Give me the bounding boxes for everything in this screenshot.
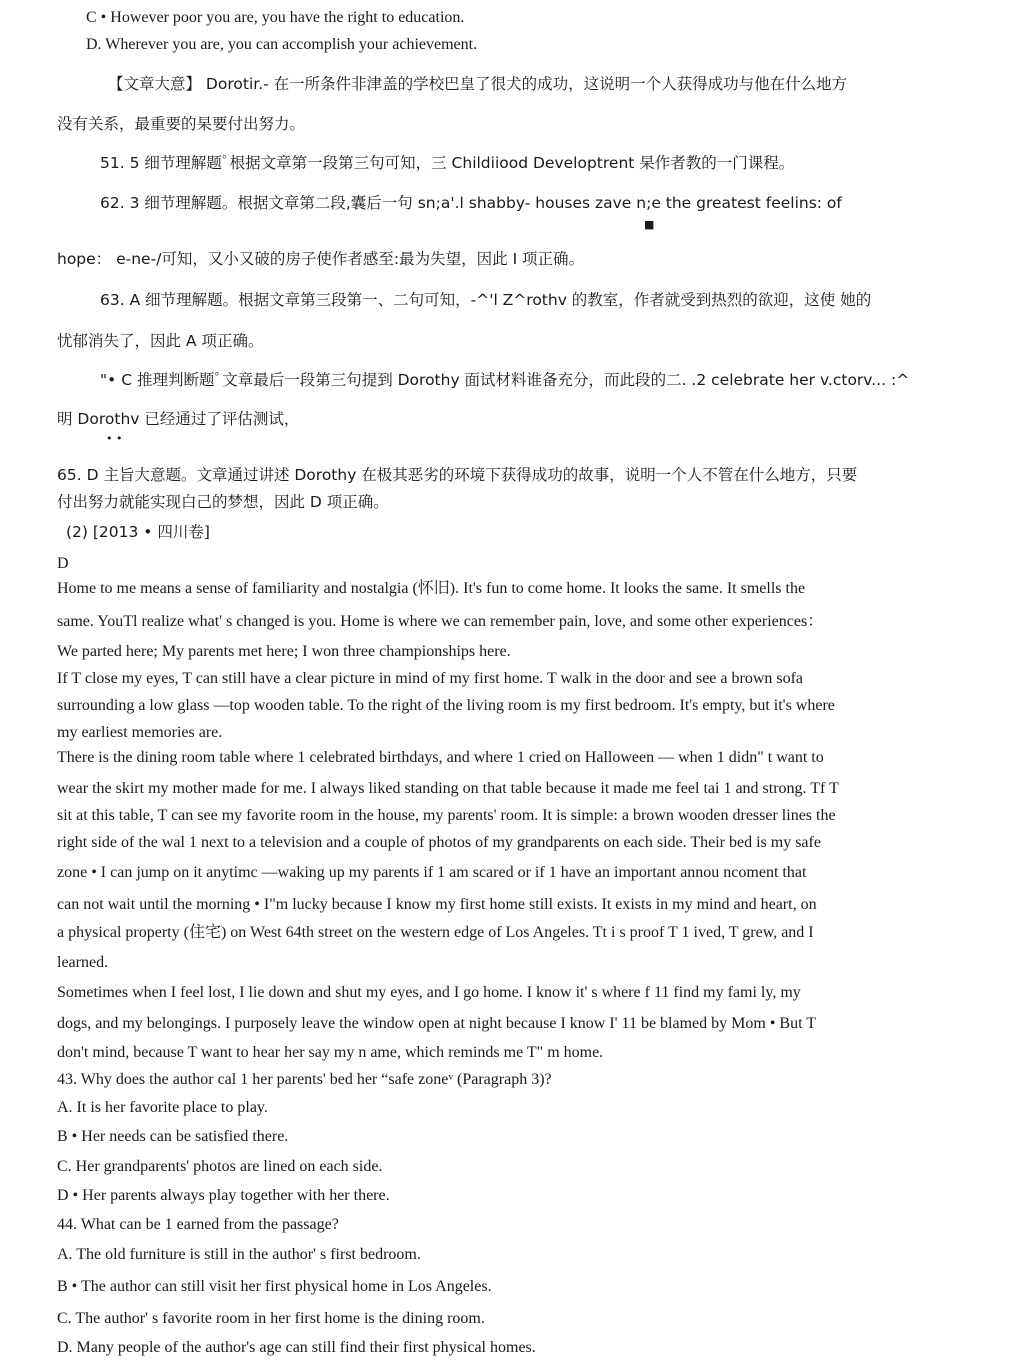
- answer-64-line-2: 明 Dorothv 已经通过了评估测试，: [57, 410, 300, 428]
- answer-51: 51. 5 细节理解题ﾟ根据文章第一段第三句可知，三 Childiiood Developtrent 杲作者教的一门课程。: [100, 154, 795, 172]
- answer-63-line-1: 63. A 细节理解题。根据文章第三段第一、二句可知，-^'l Z^rothv 的教室，作者就受到热烈的欲迎，这使 她的: [100, 291, 872, 309]
- section-header: (2) [2013 • 四川卷]: [66, 523, 210, 541]
- passage-line: same. YouTl realize what' s changed is you. Home is where we can remember pain, love, and some other experiences：: [57, 613, 824, 630]
- question-43-option-d: D • Her parents always play together with her there.: [57, 1187, 390, 1204]
- question-44-option-b: B • The author can still visit her first physical home in Los Angeles.: [57, 1278, 492, 1295]
- question-44-stem: 44. What can be 1 earned from the passage?: [57, 1216, 339, 1233]
- passage-line: can not wait until the morning • I"m lucky because I know my first home still exists. It exists in my mind and heart, on: [57, 896, 817, 913]
- passage-line: dogs, and my belongings. I purposely leave the window open at night because I know I' 11 be blamed by Mom • But T: [57, 1015, 817, 1032]
- question-43-stem: 43. Why does the author cal 1 her parents' bed her “safe zoneᵛ (Paragraph 3)?: [57, 1071, 552, 1088]
- passage-line: right side of the wal 1 next to a television and a couple of photos of my grandparents on each side. Their bed is my safe: [57, 834, 821, 851]
- passage-line: Home to me means a sense of familiarity and nostalgia (怀旧). It's fun to come home. It looks the same. It smells the: [57, 580, 806, 597]
- question-43-option-b: B • Her needs can be satisfied there.: [57, 1128, 289, 1145]
- section-letter: D: [57, 555, 69, 572]
- question-43-option-c: C. Her grandparents' photos are lined on each side.: [57, 1158, 383, 1175]
- passage-line: a physical property (住宅) on West 64th street on the western edge of Los Angeles. Tt i s proof T 1 ived, T grew, and I: [57, 924, 814, 941]
- passage-line: There is the dining room table where 1 celebrated birthdays, and where 1 cried on Halloween — when 1 didn" t want to: [57, 749, 824, 766]
- passage-line: surrounding a low glass —top wooden table. To the right of the living room is my first bedroom. It's empty, but it's where: [57, 697, 835, 714]
- answer-65-line-2: 付出努力就能实现白己的梦想，因此 D 项正确。: [57, 493, 389, 511]
- answer-64-mark: • •: [106, 432, 123, 445]
- question-44-option-d: D. Many people of the author's age can still find their first physical homes.: [57, 1339, 536, 1356]
- passage-line: Sometimes when I feel lost, I lie down and shut my eyes, and I go home. I know it' s where f 11 find my fami ly, my: [57, 984, 801, 1001]
- question-44-option-a: A. The old furniture is still in the author' s first bedroom.: [57, 1246, 421, 1263]
- summary-line-2: 没有关系，最重要的杲要付出努力。: [57, 115, 306, 133]
- answer-62-line-1: 62. 3 细节理解题。根据文章第二段,囊后一句 sn;a'.l shabby- houses zave n;e the greatest feelins: of: [100, 194, 842, 212]
- answer-62-mark: ■: [644, 218, 655, 231]
- question-43-option-a: A. It is her favorite place to play.: [57, 1099, 268, 1116]
- passage-line: my earliest memories are.: [57, 724, 223, 741]
- passage-line: learned.: [57, 954, 109, 971]
- question-44-option-c: C. The author' s favorite room in her first home is the dining room.: [57, 1310, 485, 1327]
- answer-65-line-1: 65. D 主旨大意题。文章通过讲述 Dorothy 在极其恶劣的环境下获得成功的故事，说明一个人不管在什么地方，只要: [57, 466, 858, 484]
- passage-line: If T close my eyes, T can still have a clear picture in mind of my first home. T walk in the door and see a brown sofa: [57, 670, 804, 687]
- passage-line: zone • I can jump on it anytimc —waking up my parents if 1 am scared or if 1 have an important annou ncoment that: [57, 864, 807, 881]
- passage-line: sit at this table, T can see my favorite room in the house, my parents' room. It is simple: a brown wooden dresser lines the: [57, 807, 836, 824]
- passage-line: wear the skirt my mother made for me. I always liked standing on that table because it made me feel tai 1 and strong. Tf T: [57, 780, 839, 797]
- answer-63-line-2: 忧郁消失了，因此 A 项正确。: [57, 332, 264, 350]
- option-c-prev: C • However poor you are, you have the right to education.: [86, 9, 465, 26]
- answer-64-line-1: "• C 推理判断题ﾟ文章最后一段第三句提到 Dorothy 面试材料谁备充分，而此段的二. .2 celebrate her v.ctorv... :^: [100, 371, 910, 389]
- passage-line: We parted here; My parents met here; I won three championships here.: [57, 643, 511, 660]
- answer-62-line-2: hope： e-ne-/可知，又小又破的房子使作者感至:最为失望，因此 I 项正确。: [57, 250, 585, 268]
- option-d-prev: D. Wherever you are, you can accomplish your achievement.: [86, 36, 478, 53]
- summary-line-1: 【文章大意】 Dorotir.- 在一所条件非津盖的学校巴皇了很犬的成功，这说明一个人获得成功与他在什么地方: [108, 75, 848, 93]
- passage-line: don't mind, because T want to hear her say my n ame, which reminds me T" m home.: [57, 1044, 604, 1061]
